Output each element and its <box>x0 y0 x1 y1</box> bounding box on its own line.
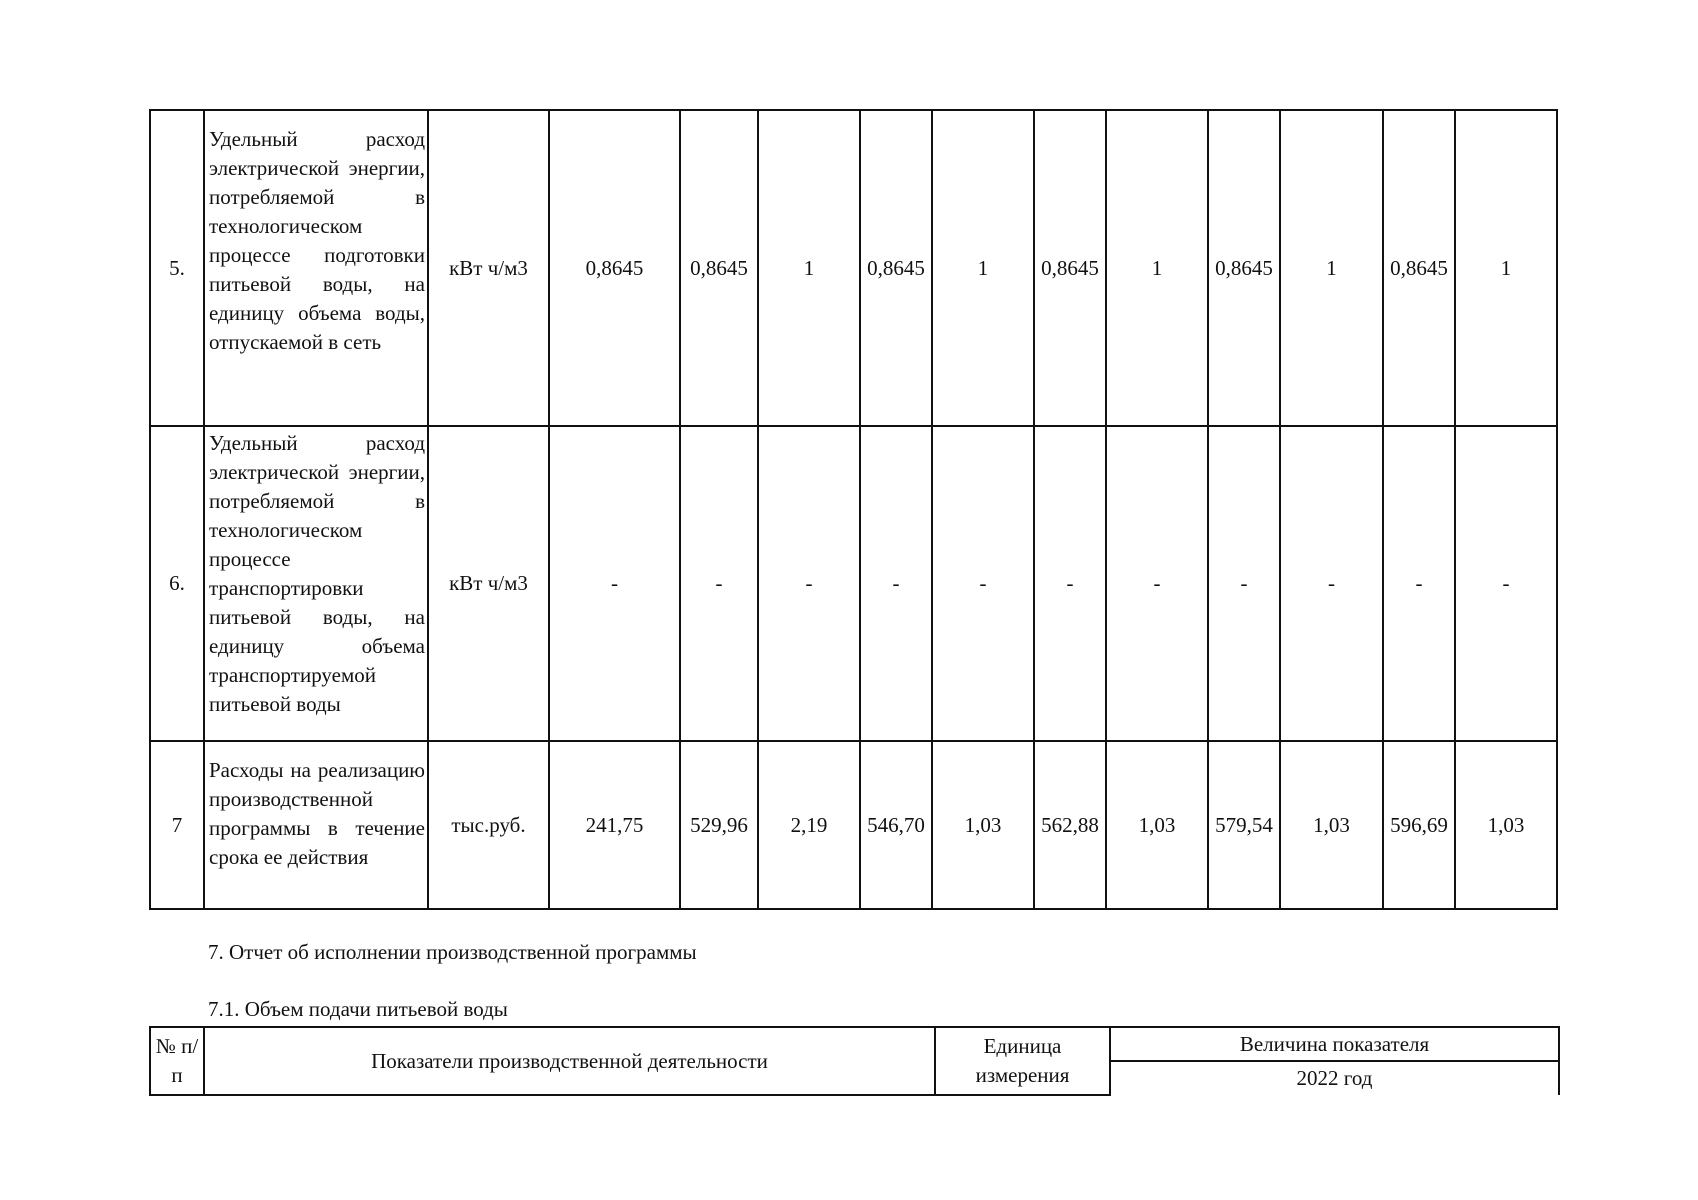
row-value: 1,03 <box>1106 741 1208 909</box>
header-cell-unit: Единица измерения <box>935 1027 1110 1095</box>
table-header-row <box>150 1027 1559 1061</box>
table-row <box>150 741 1557 909</box>
table-row <box>150 426 1557 741</box>
row-value: 0,8645 <box>1208 110 1280 426</box>
row-description: Удельный расход электрической энергии, потребляемой в технологическом процессе транспортировки питьевой воды, на единицу объема транспортируемой питьевой воды <box>204 426 428 741</box>
row-value: - <box>1455 426 1557 741</box>
row-value: - <box>1034 426 1106 741</box>
row-value: 1 <box>1455 110 1557 426</box>
row-value: 0,8645 <box>860 110 932 426</box>
header-cell-indicators: Показатели производственной деятельности <box>204 1027 935 1095</box>
row-value: - <box>680 426 758 741</box>
row-unit: тыс.руб. <box>428 741 549 909</box>
header-cell-year: 2022 год <box>1110 1061 1559 1095</box>
row-number: 6. <box>150 426 204 741</box>
row-unit: кВт ч/м3 <box>428 110 549 426</box>
row-value: 1 <box>1280 110 1383 426</box>
row-value: 1 <box>758 110 860 426</box>
row-description: Расходы на реализацию производственной программы в течение срока ее действия <box>204 741 428 909</box>
row-description: Удельный расход электрической энергии, потребляемой в технологическом процессе подготовки питьевой воды, на единицу объема воды, отпускаемой в сеть <box>204 110 428 426</box>
row-value: 1,03 <box>1280 741 1383 909</box>
row-value: 1 <box>932 110 1034 426</box>
report-table <box>149 1026 1560 1096</box>
row-value: 562,88 <box>1034 741 1106 909</box>
section-7-1-title: 7.1. Объем подачи питьевой воды <box>208 997 508 1021</box>
section-7-title: 7. Отчет об исполнении производственной программы <box>208 940 697 964</box>
row-value: 0,8645 <box>680 110 758 426</box>
row-value: - <box>1208 426 1280 741</box>
table-row <box>150 110 1557 426</box>
row-value: 1,03 <box>1455 741 1557 909</box>
row-value: 0,8645 <box>1034 110 1106 426</box>
row-value: 596,69 <box>1383 741 1455 909</box>
row-value: 529,96 <box>680 741 758 909</box>
row-value: 0,8645 <box>1383 110 1455 426</box>
row-value: 546,70 <box>860 741 932 909</box>
row-value: 241,75 <box>549 741 680 909</box>
row-value: - <box>1383 426 1455 741</box>
row-value: - <box>758 426 860 741</box>
row-value: - <box>1280 426 1383 741</box>
row-value: - <box>860 426 932 741</box>
header-cell-value: Величина показателя <box>1110 1027 1559 1061</box>
row-value: - <box>1106 426 1208 741</box>
indicators-table <box>149 109 1558 910</box>
row-value: - <box>932 426 1034 741</box>
row-value: - <box>549 426 680 741</box>
row-number: 5. <box>150 110 204 426</box>
row-value: 2,19 <box>758 741 860 909</box>
row-value: 1 <box>1106 110 1208 426</box>
row-value: 579,54 <box>1208 741 1280 909</box>
row-number: 7 <box>150 741 204 909</box>
row-unit: кВт ч/м3 <box>428 426 549 741</box>
row-value: 1,03 <box>932 741 1034 909</box>
row-value: 0,8645 <box>549 110 680 426</box>
header-cell-number: № п/п <box>150 1027 204 1095</box>
